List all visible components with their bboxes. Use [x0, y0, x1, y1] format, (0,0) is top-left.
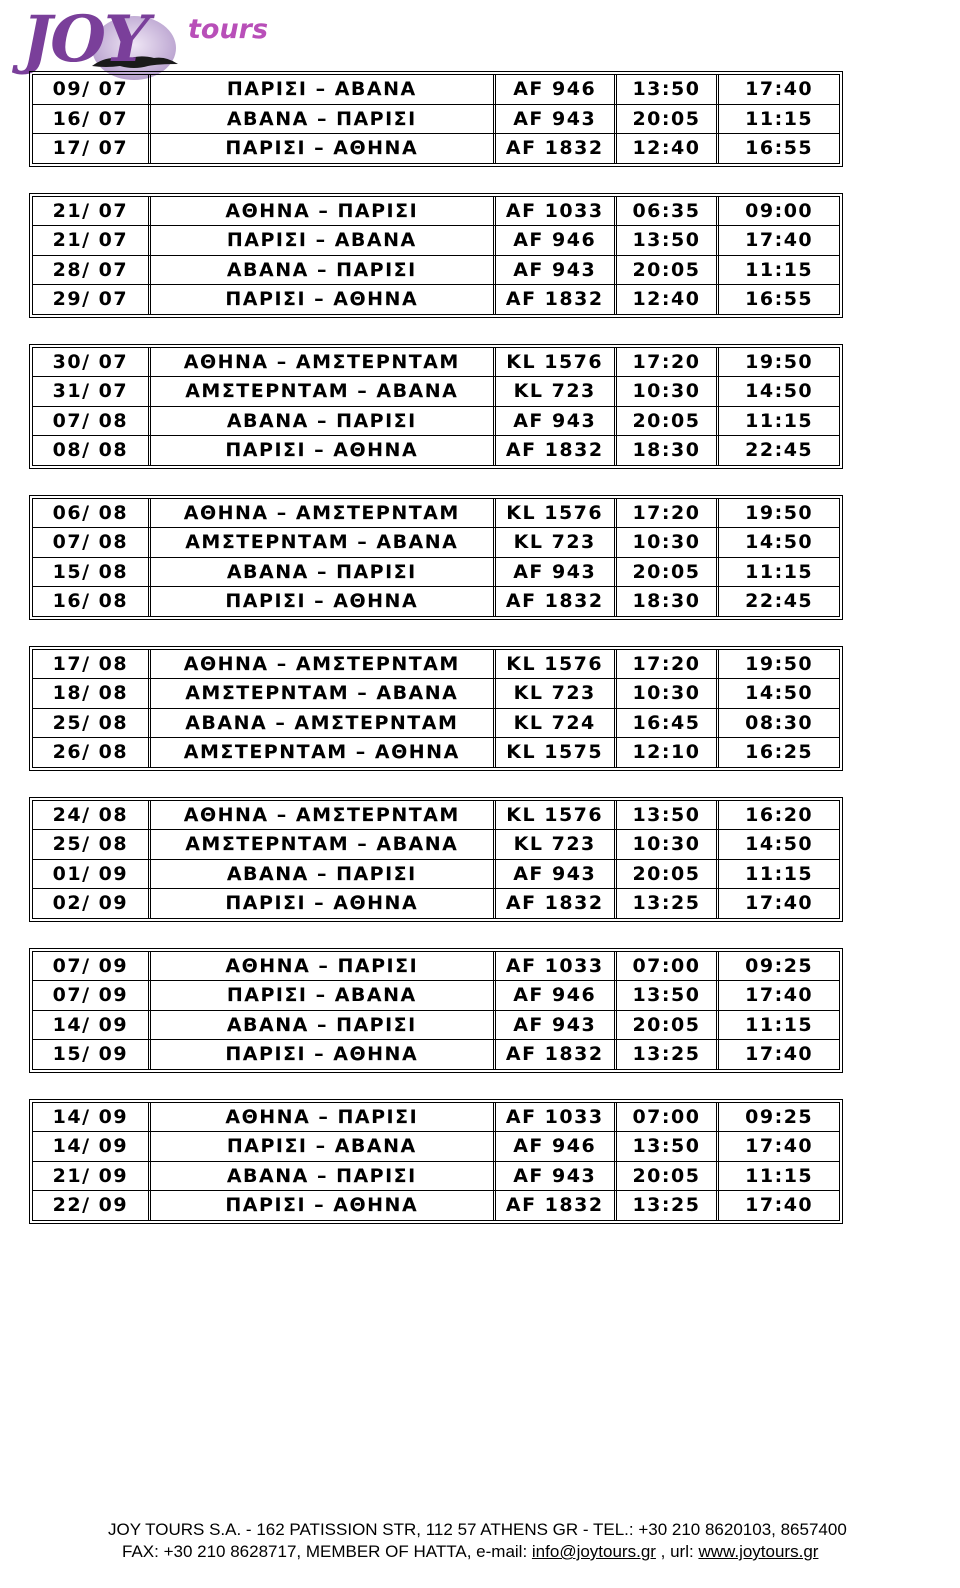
flight-date: 08/ 08 — [52, 439, 129, 462]
arrival-time: 19:50 — [716, 650, 839, 679]
arrival-time: 14:50 — [716, 528, 839, 557]
arrival-time: 17:40 — [716, 981, 839, 1010]
flight-number: AF 946 — [493, 226, 614, 255]
footer-address: JOY TOURS S.A. - 162 PATISSION STR, 112 57 ATHENS GR - TEL.: +30 210 8620103, 8657400 — [108, 1520, 847, 1539]
table-row — [33, 527, 839, 557]
table-row — [33, 859, 839, 889]
flight-route: ΑΘΗΝΑ – ΑΜΣΤΕΡΝΤΑΜ — [148, 348, 493, 377]
table-row — [33, 650, 839, 679]
departure-time: 12:40 — [614, 285, 717, 314]
flight-date: 07/ 08 — [52, 409, 129, 432]
table-row — [33, 133, 839, 163]
departure-time: 20:05 — [614, 1162, 717, 1191]
flight-number: AF 1033 — [493, 952, 614, 981]
flight-number: AF 943 — [493, 105, 614, 134]
flight-route: ΑΘΗΝΑ – ΑΜΣΤΕΡΝΤΑΜ — [148, 650, 493, 679]
flight-date: 06/ 08 — [52, 501, 129, 524]
departure-time: 18:30 — [614, 587, 717, 616]
arrival-time: 17:40 — [716, 1040, 839, 1069]
flight-date: 25/ 08 — [52, 833, 129, 856]
flight-route: ΠΑΡΙΣΙ – ΑΒΑΝΑ — [148, 1132, 493, 1161]
flight-route: ΑΜΣΤΕΡΝΤΑΜ – ΑΒΑΝΑ — [148, 377, 493, 406]
departure-time: 13:50 — [614, 801, 717, 830]
flight-route: ΑΒΑΝΑ – ΠΑΡΙΣΙ — [148, 1162, 493, 1191]
flight-number: AF 943 — [493, 256, 614, 285]
departure-time: 06:35 — [614, 197, 717, 226]
table-row — [33, 284, 839, 314]
table-row — [33, 435, 839, 465]
arrival-time: 11:15 — [716, 407, 839, 436]
flight-route: ΠΑΡΙΣΙ – ΑΘΗΝΑ — [148, 889, 493, 918]
table-row — [33, 1190, 839, 1220]
flight-route: ΑΒΑΝΑ – ΠΑΡΙΣΙ — [148, 105, 493, 134]
flight-route: ΑΒΑΝΑ – ΠΑΡΙΣΙ — [148, 407, 493, 436]
arrival-time: 11:15 — [716, 256, 839, 285]
flight-number: KL 1576 — [493, 348, 614, 377]
flight-group — [32, 1102, 840, 1221]
table-row — [33, 255, 839, 285]
flight-date: 16/ 07 — [52, 107, 129, 130]
arrival-time: 17:40 — [716, 226, 839, 255]
flight-date: 15/ 09 — [52, 1043, 129, 1066]
departure-time: 10:30 — [614, 377, 717, 406]
flight-number: AF 1832 — [493, 1191, 614, 1220]
flight-route: ΑΜΣΤΕΡΝΤΑΜ – ΑΒΑΝΑ — [148, 679, 493, 708]
flight-number: AF 1832 — [493, 1040, 614, 1069]
flight-route: ΑΜΣΤΕΡΝΤΑΜ – ΑΘΗΝΑ — [148, 738, 493, 767]
flight-route: ΠΑΡΙΣΙ – ΑΒΑΝΑ — [148, 981, 493, 1010]
table-row — [33, 557, 839, 587]
table-row — [33, 708, 839, 738]
flight-route: ΑΒΑΝΑ – ΑΜΣΤΕΡΝΤΑΜ — [148, 709, 493, 738]
flight-number: AF 1832 — [493, 285, 614, 314]
arrival-time: 16:20 — [716, 801, 839, 830]
table-row — [33, 197, 839, 226]
flight-date: 07/ 08 — [52, 531, 129, 554]
table-row — [33, 225, 839, 255]
table-row — [33, 376, 839, 406]
flight-number: AF 943 — [493, 407, 614, 436]
arrival-time: 16:55 — [716, 285, 839, 314]
departure-time: 13:50 — [614, 226, 717, 255]
flight-route: ΑΜΣΤΕΡΝΤΑΜ – ΑΒΑΝΑ — [148, 830, 493, 859]
flight-date: 25/ 08 — [52, 711, 129, 734]
table-row — [33, 952, 839, 981]
flight-route: ΑΘΗΝΑ – ΠΑΡΙΣΙ — [148, 952, 493, 981]
footer-url-label: , url: — [655, 1542, 699, 1561]
flight-number: KL 724 — [493, 709, 614, 738]
flight-route: ΑΜΣΤΕΡΝΤΑΜ – ΑΒΑΝΑ — [148, 528, 493, 557]
flight-number: AF 943 — [493, 1011, 614, 1040]
departure-time: 20:05 — [614, 407, 717, 436]
flight-group — [32, 347, 840, 466]
arrival-time: 09:25 — [716, 1103, 839, 1132]
table-row — [33, 678, 839, 708]
arrival-time: 14:50 — [716, 377, 839, 406]
departure-time: 12:10 — [614, 738, 717, 767]
flight-number: KL 1576 — [493, 650, 614, 679]
table-row — [33, 1103, 839, 1132]
flight-number: AF 946 — [493, 981, 614, 1010]
departure-time: 13:50 — [614, 1132, 717, 1161]
departure-time: 12:40 — [614, 134, 717, 163]
arrival-time: 09:25 — [716, 952, 839, 981]
flight-number: AF 943 — [493, 558, 614, 587]
flight-route: ΑΘΗΝΑ – ΑΜΣΤΕΡΝΤΑΜ — [148, 801, 493, 830]
website-link[interactable]: www.joytours.gr — [698, 1542, 819, 1561]
table-row — [33, 499, 839, 528]
flight-number: AF 943 — [493, 1162, 614, 1191]
table-row — [33, 1039, 839, 1069]
flight-date: 26/ 08 — [52, 741, 129, 764]
flight-date: 07/ 09 — [52, 954, 129, 977]
flight-number: AF 1832 — [493, 436, 614, 465]
departure-time: 20:05 — [614, 256, 717, 285]
arrival-time: 17:40 — [716, 75, 839, 104]
arrival-time: 17:40 — [716, 889, 839, 918]
arrival-time: 22:45 — [716, 587, 839, 616]
flight-route: ΑΒΑΝΑ – ΠΑΡΙΣΙ — [148, 256, 493, 285]
flight-number: KL 723 — [493, 377, 614, 406]
flight-number: KL 1576 — [493, 499, 614, 528]
departure-time: 13:25 — [614, 1191, 717, 1220]
flight-group — [32, 196, 840, 315]
departure-time: 13:25 — [614, 1040, 717, 1069]
company-footer — [108, 1519, 958, 1563]
flight-date: 28/ 07 — [52, 258, 129, 281]
flight-number: AF 1033 — [493, 1103, 614, 1132]
arrival-time: 08:30 — [716, 709, 839, 738]
table-row — [33, 1010, 839, 1040]
departure-time: 17:20 — [614, 348, 717, 377]
flight-group — [32, 649, 840, 768]
flight-number: AF 1832 — [493, 889, 614, 918]
table-row — [33, 829, 839, 859]
departure-time: 10:30 — [614, 528, 717, 557]
flight-date: 21/ 09 — [52, 1164, 129, 1187]
arrival-time: 11:15 — [716, 860, 839, 889]
flight-date: 17/ 08 — [52, 652, 129, 675]
flight-route: ΠΑΡΙΣΙ – ΑΘΗΝΑ — [148, 436, 493, 465]
arrival-time: 16:25 — [716, 738, 839, 767]
departure-time: 17:20 — [614, 650, 717, 679]
flight-number: KL 723 — [493, 679, 614, 708]
arrival-time: 19:50 — [716, 499, 839, 528]
flight-group — [32, 800, 840, 919]
flight-number: AF 946 — [493, 75, 614, 104]
flight-date: 07/ 09 — [52, 984, 129, 1007]
flight-route: ΠΑΡΙΣΙ – ΑΘΗΝΑ — [148, 1040, 493, 1069]
arrival-time: 11:15 — [716, 1162, 839, 1191]
arrival-time: 09:00 — [716, 197, 839, 226]
table-row — [33, 801, 839, 830]
logo-subword: tours — [188, 14, 269, 45]
departure-time: 20:05 — [614, 860, 717, 889]
flight-route: ΠΑΡΙΣΙ – ΑΒΑΝΑ — [148, 75, 493, 104]
table-row — [33, 75, 839, 104]
table-row — [33, 888, 839, 918]
table-row — [33, 1131, 839, 1161]
flight-route: ΑΘΗΝΑ – ΠΑΡΙΣΙ — [148, 197, 493, 226]
table-row — [33, 586, 839, 616]
flight-route: ΠΑΡΙΣΙ – ΑΘΗΝΑ — [148, 1191, 493, 1220]
flight-date: 16/ 08 — [52, 590, 129, 613]
flight-number: AF 1832 — [493, 134, 614, 163]
table-row — [33, 348, 839, 377]
departure-time: 13:25 — [614, 889, 717, 918]
departure-time: 17:20 — [614, 499, 717, 528]
flight-number: AF 946 — [493, 1132, 614, 1161]
arrival-time: 17:40 — [716, 1191, 839, 1220]
footer-contact — [108, 1541, 958, 1563]
departure-time: 13:50 — [614, 75, 717, 104]
flight-route: ΑΒΑΝΑ – ΠΑΡΙΣΙ — [148, 558, 493, 587]
table-row — [33, 980, 839, 1010]
flight-date: 02/ 09 — [52, 892, 129, 915]
arrival-time: 19:50 — [716, 348, 839, 377]
flight-number: AF 1832 — [493, 587, 614, 616]
departure-time: 20:05 — [614, 105, 717, 134]
departure-time: 18:30 — [614, 436, 717, 465]
flight-number: AF 1033 — [493, 197, 614, 226]
table-row — [33, 406, 839, 436]
flight-date: 31/ 07 — [52, 380, 129, 403]
flight-route: ΠΑΡΙΣΙ – ΑΒΑΝΑ — [148, 226, 493, 255]
flight-date: 09/ 07 — [52, 78, 129, 101]
flight-number: KL 723 — [493, 830, 614, 859]
arrival-time: 14:50 — [716, 679, 839, 708]
departure-time: 20:05 — [614, 558, 717, 587]
departure-time: 16:45 — [614, 709, 717, 738]
flight-route: ΑΘΗΝΑ – ΑΜΣΤΕΡΝΤΑΜ — [148, 499, 493, 528]
departure-time: 10:30 — [614, 679, 717, 708]
departure-time: 20:05 — [614, 1011, 717, 1040]
arrival-time: 11:15 — [716, 105, 839, 134]
logo-word: JOY — [22, 2, 148, 77]
table-row — [33, 104, 839, 134]
flight-route: ΑΘΗΝΑ – ΠΑΡΙΣΙ — [148, 1103, 493, 1132]
flight-date: 18/ 08 — [52, 682, 129, 705]
flight-date: 01/ 09 — [52, 862, 129, 885]
flight-number: AF 943 — [493, 860, 614, 889]
email-link[interactable]: info@joytours.gr — [531, 1542, 656, 1561]
table-row — [33, 737, 839, 767]
flight-group — [32, 74, 840, 164]
flight-date: 17/ 07 — [52, 137, 129, 160]
flight-date: 14/ 09 — [52, 1135, 129, 1158]
departure-time: 07:00 — [614, 952, 717, 981]
arrival-time: 17:40 — [716, 1132, 839, 1161]
table-row — [33, 1161, 839, 1191]
flight-group — [32, 498, 840, 617]
flight-number: KL 723 — [493, 528, 614, 557]
flight-route: ΑΒΑΝΑ – ΠΑΡΙΣΙ — [148, 1011, 493, 1040]
flight-date: 21/ 07 — [52, 199, 129, 222]
departure-time: 13:50 — [614, 981, 717, 1010]
arrival-time: 11:15 — [716, 558, 839, 587]
flight-number: KL 1576 — [493, 801, 614, 830]
flight-date: 14/ 09 — [52, 1013, 129, 1036]
flight-route: ΠΑΡΙΣΙ – ΑΘΗΝΑ — [148, 285, 493, 314]
flight-date: 21/ 07 — [52, 229, 129, 252]
arrival-time: 22:45 — [716, 436, 839, 465]
flight-date: 30/ 07 — [52, 350, 129, 373]
flight-route: ΑΒΑΝΑ – ΠΑΡΙΣΙ — [148, 860, 493, 889]
flight-date: 24/ 08 — [52, 803, 129, 826]
arrival-time: 16:55 — [716, 134, 839, 163]
flight-date: 22/ 09 — [52, 1194, 129, 1217]
arrival-time: 11:15 — [716, 1011, 839, 1040]
departure-time: 07:00 — [614, 1103, 717, 1132]
flight-date: 15/ 08 — [52, 560, 129, 583]
flight-group — [32, 951, 840, 1070]
departure-time: 10:30 — [614, 830, 717, 859]
flight-schedule — [32, 74, 840, 1253]
joy-tours-logo — [8, 4, 268, 80]
footer-fax-text: FAX: +30 210 8628717, MEMBER OF HATTA, e-mail: — [122, 1542, 532, 1561]
flight-route: ΠΑΡΙΣΙ – ΑΘΗΝΑ — [148, 134, 493, 163]
flight-route: ΠΑΡΙΣΙ – ΑΘΗΝΑ — [148, 587, 493, 616]
flight-number: KL 1575 — [493, 738, 614, 767]
arrival-time: 14:50 — [716, 830, 839, 859]
flight-date: 29/ 07 — [52, 288, 129, 311]
flight-date: 14/ 09 — [52, 1105, 129, 1128]
